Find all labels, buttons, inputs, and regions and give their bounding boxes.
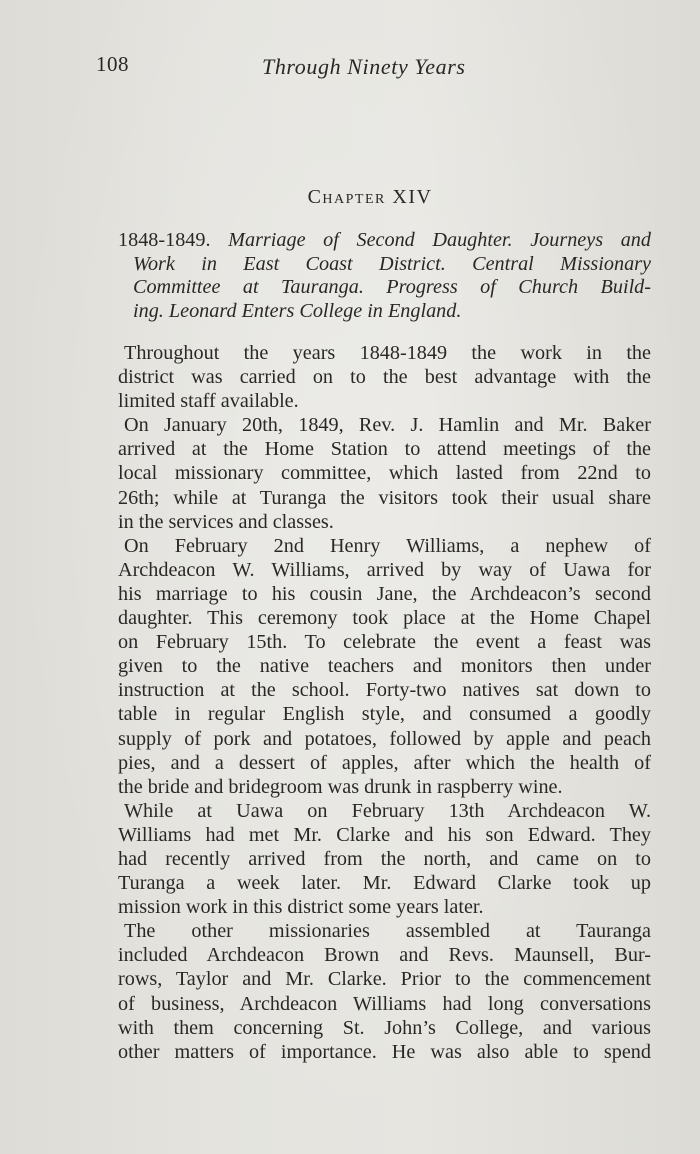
- text-line: Williams had met Mr. Clarke and his son Edward. They: [118, 823, 651, 846]
- body-text: [118, 341, 651, 1064]
- text-line: table in regular English style, and consumed a goodly: [118, 703, 651, 726]
- text-line: district was carried on to the best advantage with the: [118, 366, 651, 389]
- text-line: included Archdeacon Brown and Revs. Maunsell, Bur-: [118, 944, 651, 967]
- text-line: daughter. This ceremony took place at the Home Chapel: [118, 607, 651, 630]
- text-line: Turanga a week later. Mr. Edward Clarke took up: [118, 872, 651, 895]
- text-line: given to the native teachers and monitors then under: [118, 655, 651, 678]
- text-line: supply of pork and potatoes, followed by apple and peach: [118, 727, 651, 750]
- text-line: On February 2nd Henry Williams, a nephew of: [124, 534, 651, 557]
- page-number: 108: [96, 52, 129, 76]
- synopsis-line: [118, 276, 651, 300]
- text-line: on February 15th. To celebrate the event a feast was: [118, 631, 651, 654]
- text-line: On January 20th, 1849, Rev. J. Hamlin and Mr. Baker: [124, 414, 651, 437]
- text-line: local missionary committee, which lasted from 22nd to: [118, 462, 651, 485]
- text-line: his marriage to his cousin Jane, the Archdeacon’s second: [118, 582, 651, 605]
- text-line: mission work in this district some years later.: [118, 896, 484, 919]
- text-line: arrived at the Home Station to attend meetings of the: [118, 438, 651, 461]
- text-line: other matters of importance. He was also able to spend: [118, 1040, 651, 1063]
- running-title: Through Ninety Years: [262, 54, 466, 79]
- text-line: in the services and classes.: [118, 510, 334, 533]
- text-line: of business, Archdeacon Williams had long conversations: [118, 992, 651, 1015]
- text-line: had recently arrived from the north, and came on to: [118, 847, 651, 870]
- text-line: While at Uawa on February 13th Archdeacon W.: [124, 799, 651, 822]
- chapter-label: Chapter: [307, 186, 386, 208]
- text-line: limited staff available.: [118, 390, 299, 413]
- text-line: Throughout the years 1848-1849 the work in the: [124, 342, 651, 364]
- chapter-numeral: XIV: [392, 186, 433, 208]
- text-line: 26th; while at Turanga the visitors took their usual share: [118, 486, 651, 509]
- text-line: the bride and bridegroom was drunk in raspberry wine.: [118, 775, 563, 798]
- text-line: instruction at the school. Forty-two natives sat down to: [118, 679, 651, 702]
- text-line: Archdeacon W. Williams, arrived by way of Uawa for: [118, 558, 651, 581]
- page-header: [96, 52, 640, 82]
- text-line: with them concerning St. John’s College, and various: [118, 1016, 651, 1039]
- synopsis-line: [118, 253, 651, 277]
- text-line: The other missionaries assembled at Tauranga: [124, 920, 651, 943]
- text-line: rows, Taylor and Mr. Clarke. Prior to the commencement: [118, 968, 651, 991]
- synopsis-text: Committee at Tauranga. Progress of Church Build-: [133, 276, 651, 299]
- synopsis-text: Marriage of Second Daughter. Journeys and: [228, 229, 651, 251]
- synopsis-text: ing. Leonard Enters College in England.: [133, 299, 462, 322]
- chapter-heading: [0, 186, 700, 209]
- synopsis-text: Work in East Coast District. Central Missionary: [133, 252, 651, 275]
- text-line: pies, and a dessert of apples, after which the health of: [118, 751, 651, 774]
- synopsis-years: 1848-1849.: [118, 229, 211, 251]
- synopsis-line: [118, 229, 651, 253]
- synopsis-line: [118, 300, 651, 324]
- chapter-synopsis: [118, 229, 651, 323]
